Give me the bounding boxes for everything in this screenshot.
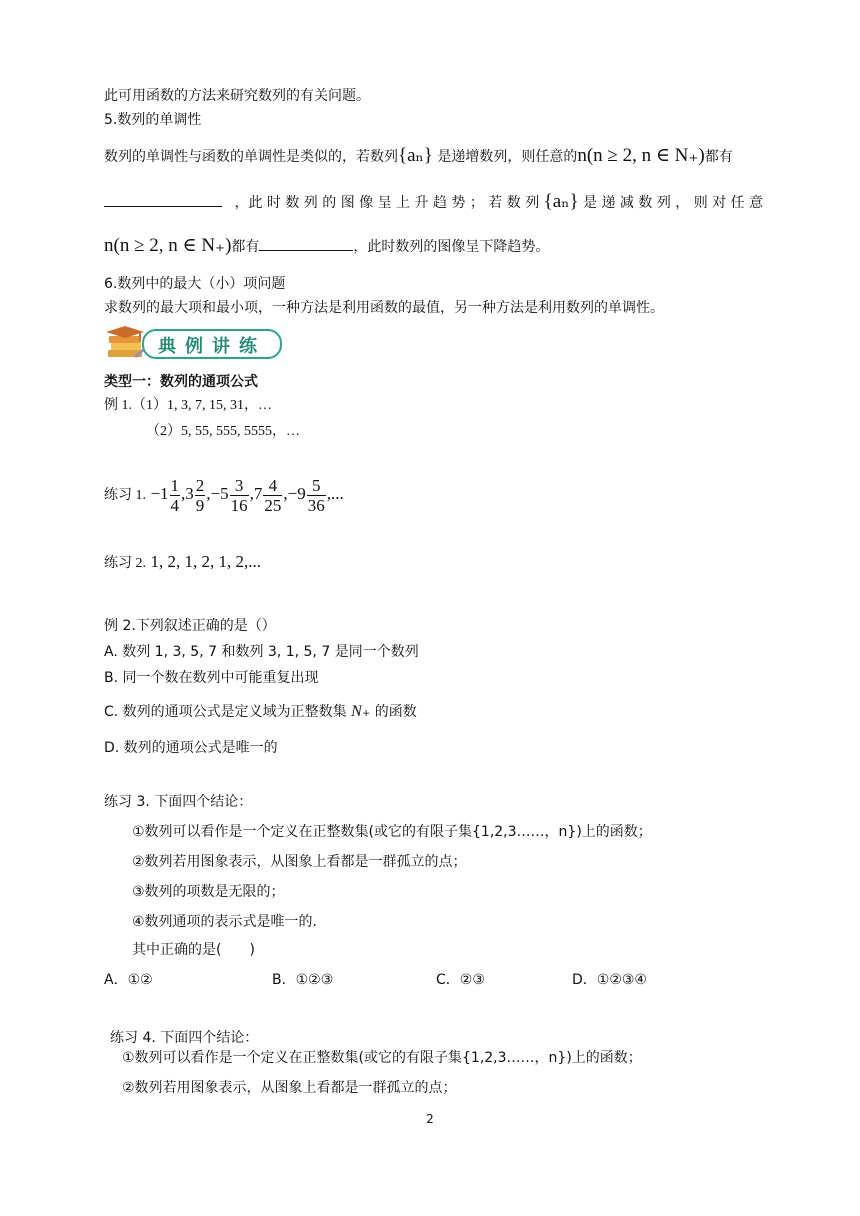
option-c-text: C. 数列的通项公式是定义域为正整数集 — [104, 704, 347, 720]
practice-4-heading: 练习 4. 下面四个结论： — [110, 1030, 259, 1046]
monotonic-line-2 — [104, 191, 764, 213]
practice-2 — [104, 552, 261, 574]
term-fraction-1 — [170, 476, 181, 515]
fraction-denominator: 25 — [264, 495, 282, 515]
term-whole-1: −1 — [150, 484, 169, 503]
practice-3-statement-1: ①数列可以看作是一个定义在正整数集(或它的有限子集{1,2,3……，n})上的函数； — [132, 824, 652, 840]
math-n-condition: n(n ≥ 2, n ∈ N₊) — [577, 145, 705, 166]
fill-blank-increasing[interactable] — [104, 192, 222, 207]
banner-title: 典例讲练 — [158, 336, 266, 357]
monotonic-text-b: 是递增数列，则任意的 — [432, 149, 578, 165]
monotonic-text-d: ，此 时 数 列 的 图 像 呈 上 升 趋 势 ； 若 数 列 — [234, 195, 540, 211]
page-number: 2 — [426, 1112, 434, 1126]
monotonic-text-e: 是 递 减 数 列 ， 则 对 任 意 — [583, 195, 764, 211]
option-c-tail: 的函数 — [374, 704, 417, 720]
fraction-numerator: 3 — [230, 476, 249, 496]
example-2-option-a: A. 数列 1, 3, 5, 7 和数列 3, 1, 5, 7 是同一个数列 — [104, 644, 419, 660]
monotonic-text-g: ，此时数列的图像呈下降趋势。 — [353, 239, 550, 255]
term-fraction-3 — [230, 476, 249, 515]
example-1-part-2: （2）5, 55, 555, 5555，… — [146, 424, 300, 439]
section-6-heading: 6.数列中的最大（小）项问题 — [104, 276, 286, 292]
term-whole-5: ,−9 — [283, 484, 306, 503]
math-sequence-an-2: {aₙ} — [543, 191, 579, 212]
example-2-option-b: B. 同一个数在数列中可能重复出现 — [104, 670, 319, 686]
math-n-condition-2: n(n ≥ 2, n ∈ N₊) — [104, 235, 232, 256]
practice-3-option-d[interactable]: D．①②③④ — [572, 972, 647, 988]
monotonic-text-a: 数列的单调性与函数的单调性是类似的，若数列 — [104, 149, 398, 165]
fraction-numerator: 5 — [307, 476, 326, 496]
practice-1-label: 练习 1. — [104, 488, 146, 503]
practice-1 — [104, 474, 344, 516]
math-sequence-an: {aₙ} — [398, 145, 433, 166]
practice-3-option-a[interactable]: A．①② — [104, 972, 153, 988]
fraction-denominator: 9 — [195, 495, 205, 515]
term-fraction-4 — [263, 476, 282, 515]
fill-blank-decreasing[interactable] — [259, 236, 353, 251]
practice-3-statement-3: ③数列的项数是无限的； — [132, 884, 285, 900]
monotonic-line-1 — [104, 146, 733, 167]
fraction-numerator: 4 — [263, 476, 282, 496]
example-1-part-1: 例 1.（1）1, 3, 7, 15, 31，… — [104, 398, 272, 413]
practice-3-option-c[interactable]: C．②③ — [436, 972, 485, 988]
practice-3-question: 其中正确的是( ) — [132, 942, 255, 958]
practice-1-sequence — [150, 475, 344, 515]
example-2-question: 例 2.下列叙述正确的是（） — [104, 618, 276, 634]
term-fraction-5 — [307, 476, 326, 515]
practice-4-statement-2: ②数列若用图象表示，从图象上看都是一群孤立的点； — [122, 1080, 457, 1096]
type-1-heading: 类型一：数列的通项公式 — [104, 374, 258, 390]
practice-4-statement-1: ①数列可以看作是一个定义在正整数集(或它的有限子集{1,2,3……，n})上的函数； — [122, 1050, 642, 1066]
fraction-denominator: 16 — [230, 495, 248, 515]
math-positive-integers: N₊ — [351, 703, 371, 720]
fraction-numerator: 1 — [170, 475, 180, 495]
examples-banner — [104, 326, 280, 360]
intro-text: 此可用函数的方法来研究数列的有关问题。 — [104, 88, 370, 104]
monotonic-line-3 — [104, 236, 549, 257]
fraction-denominator: 4 — [170, 495, 180, 515]
term-whole-2: ,3 — [181, 484, 194, 503]
term-whole-3: ,−5 — [206, 484, 229, 503]
sequence-ellipsis: ,... — [326, 484, 344, 503]
practice-3-statement-4: ④数列通项的表示式是唯一的. — [132, 914, 318, 930]
fraction-numerator: 2 — [195, 475, 205, 495]
practice-3-statement-2: ②数列若用图象表示，从图象上看都是一群孤立的点； — [132, 854, 467, 870]
term-fraction-2 — [195, 476, 206, 515]
monotonic-text-c: 都有 — [704, 149, 733, 165]
practice-2-label: 练习 2. — [104, 556, 146, 571]
section-6-description: 求数列的最大项和最小项，一种方法是利用函数的最值，另一种方法是利用数列的单调性。 — [104, 300, 664, 316]
monotonic-text-f: 都有 — [231, 239, 260, 255]
term-whole-4: ,7 — [249, 484, 263, 503]
practice-3-option-b[interactable]: B．①②③ — [272, 972, 334, 988]
fraction-denominator: 36 — [307, 495, 325, 515]
section-5-heading: 5.数列的单调性 — [104, 112, 202, 128]
example-2-option-d: D. 数列的通项公式是唯一的 — [104, 740, 278, 756]
practice-2-sequence: 1, 2, 1, 2, 1, 2,... — [150, 552, 261, 571]
practice-3-heading: 练习 3. 下面四个结论： — [104, 794, 253, 810]
example-2-option-c — [104, 702, 417, 722]
